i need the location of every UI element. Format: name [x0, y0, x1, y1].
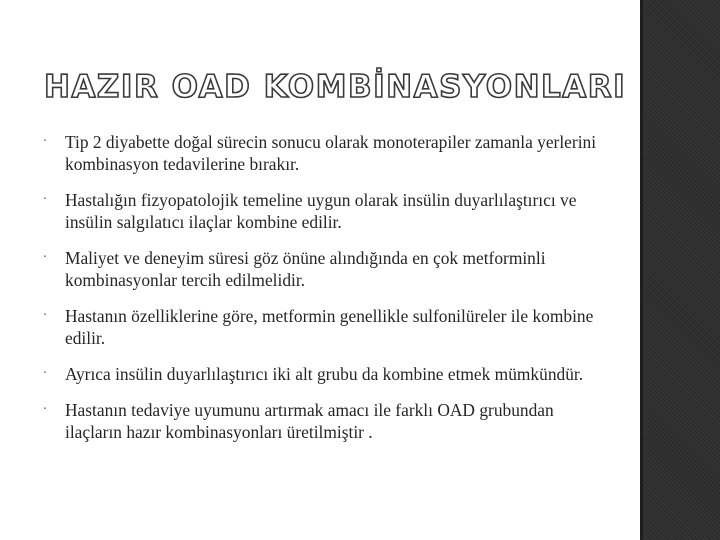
bullet-text: Hastalığın fizyopatolojik temeline uygun olarak insülin duyarlılaştırıcı ve insülin salgılatıcı ilaçlar kombine edilir.	[65, 190, 577, 232]
bullet-dot-icon: ·	[42, 250, 48, 265]
bullet-text: Hastanın özelliklerine göre, metformin genellikle sulfonilüreler ile kombine edilir.	[65, 306, 594, 348]
bullet-item	[40, 399, 615, 443]
bullet-dot-icon: ·	[42, 192, 48, 207]
slide-title: HAZIR OAD KOMBİNASYONLARI	[44, 69, 627, 105]
bullet-item	[40, 363, 615, 385]
bullet-dot-icon: ·	[42, 402, 48, 417]
bullet-item	[40, 247, 615, 291]
bullet-item	[40, 305, 615, 349]
bullet-text: Maliyet ve deneyim süresi göz önüne alındığında en çok metforminli kombinasyonlar tercih edilmelidir.	[65, 248, 546, 290]
bullet-list	[40, 131, 615, 457]
bullet-item	[40, 189, 615, 233]
bullet-text: Tip 2 diyabette doğal sürecin sonucu olarak monoterapiler zamanla yerlerini kombinasyon tedavilerine bırakır.	[65, 132, 597, 174]
bullet-item	[40, 131, 615, 175]
bullet-dot-icon: ·	[42, 366, 48, 381]
bullet-dot-icon: ·	[42, 134, 48, 149]
bullet-text: Hastanın tedaviye uyumunu artırmak amacı ile farklı OAD grubundan ilaçların hazır kombinasyonları üretilmiştir .	[65, 400, 554, 442]
bullet-text: Ayrıca insülin duyarlılaştırıcı iki alt grubu da kombine etmek mümkündür.	[65, 364, 584, 384]
bullet-dot-icon: ·	[42, 308, 48, 323]
decorative-side-bar	[640, 0, 720, 540]
